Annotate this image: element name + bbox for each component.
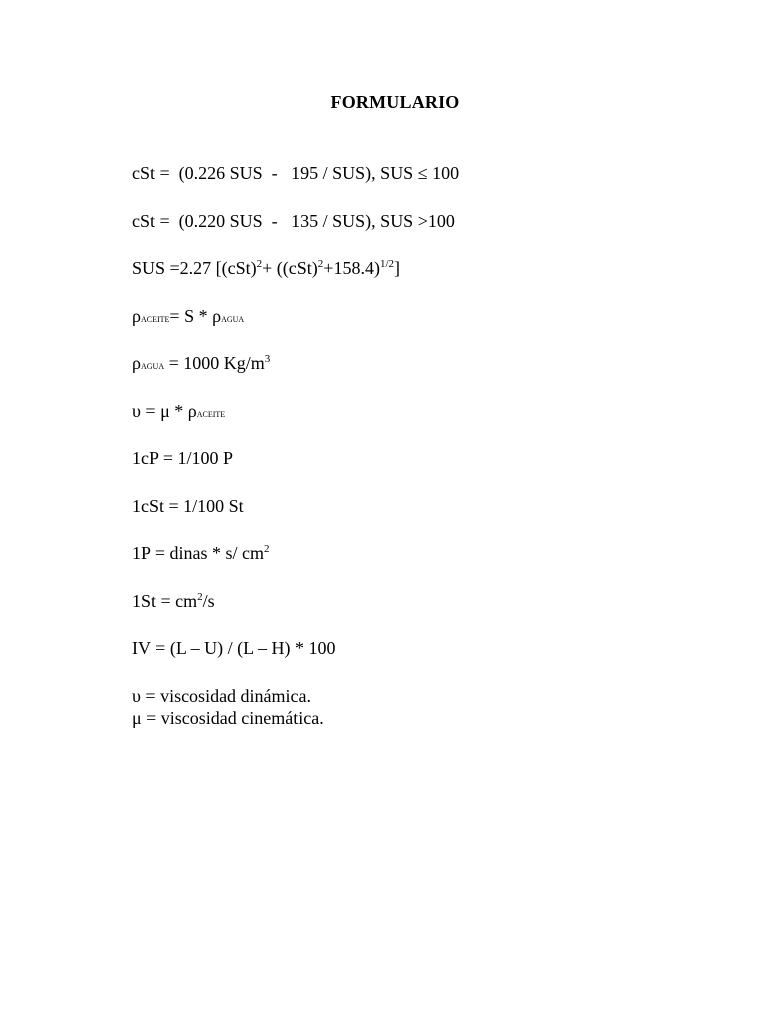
formula-viscosity-index: IV = (L – U) / (L – H) * 100 xyxy=(132,638,336,658)
formula-poise xyxy=(132,542,732,564)
formula-rho-agua-rhs: = 1000 Kg/m xyxy=(164,353,265,373)
formula-centipoise: 1cP = 1/100 P xyxy=(132,448,233,468)
subscript-aceite: ACEITE xyxy=(140,314,170,324)
formula-rho-aceite-rhs: = S * ρ xyxy=(169,305,222,326)
formula-stoke-a: 1St = cm xyxy=(132,590,198,611)
formula-cst-low: cSt = (0.226 SUS - 195 / SUS), SUS ≤ 100 xyxy=(132,163,460,183)
formula-list xyxy=(132,162,732,729)
formula-sus-part-d: ] xyxy=(394,258,401,278)
formula-sus-part-c: +158.4) xyxy=(323,258,380,278)
formula-sus-part-a: SUS =2.27 [(cSt) xyxy=(132,258,257,278)
formula-upsilon-lhs: υ = μ * ρ xyxy=(132,400,197,421)
definition-mu: μ = viscosidad cinemática. xyxy=(132,707,324,728)
subscript-agua: AGUA xyxy=(221,314,245,324)
formula-rho-agua-exp: 3 xyxy=(264,353,271,365)
formula-rho-agua xyxy=(132,352,732,374)
subscript-agua: AGUA xyxy=(140,362,165,371)
formula-stoke xyxy=(132,590,732,612)
rho-symbol: ρ xyxy=(132,305,141,326)
formula-sus xyxy=(132,257,732,279)
definition-upsilon: υ = viscosidad dinámica. xyxy=(132,685,312,706)
document-title: FORMULARIO xyxy=(330,92,460,112)
formula-poise-exp: 2 xyxy=(264,543,270,555)
rho-symbol: ρ xyxy=(132,353,141,373)
formula-sus-exp-1: 2 xyxy=(256,258,263,270)
formula-sus-exp-2: 2 xyxy=(317,258,324,270)
formula-centistoke: 1cSt = 1/100 St xyxy=(132,495,244,516)
formula-poise-text: 1P = dinas * s/ cm xyxy=(132,543,264,563)
formula-cst-high: cSt = (0.220 SUS - 135 / SUS), SUS >100 xyxy=(132,210,455,231)
subscript-aceite: ACEITE xyxy=(196,409,226,419)
formula-stoke-b: /s xyxy=(202,590,215,611)
formula-rho-aceite xyxy=(132,305,732,327)
formula-upsilon xyxy=(132,400,732,422)
formula-sus-part-b: + ((cSt) xyxy=(262,258,318,278)
formula-stoke-exp: 2 xyxy=(197,590,203,603)
formula-sus-exp-3: 1/2 xyxy=(379,258,395,270)
